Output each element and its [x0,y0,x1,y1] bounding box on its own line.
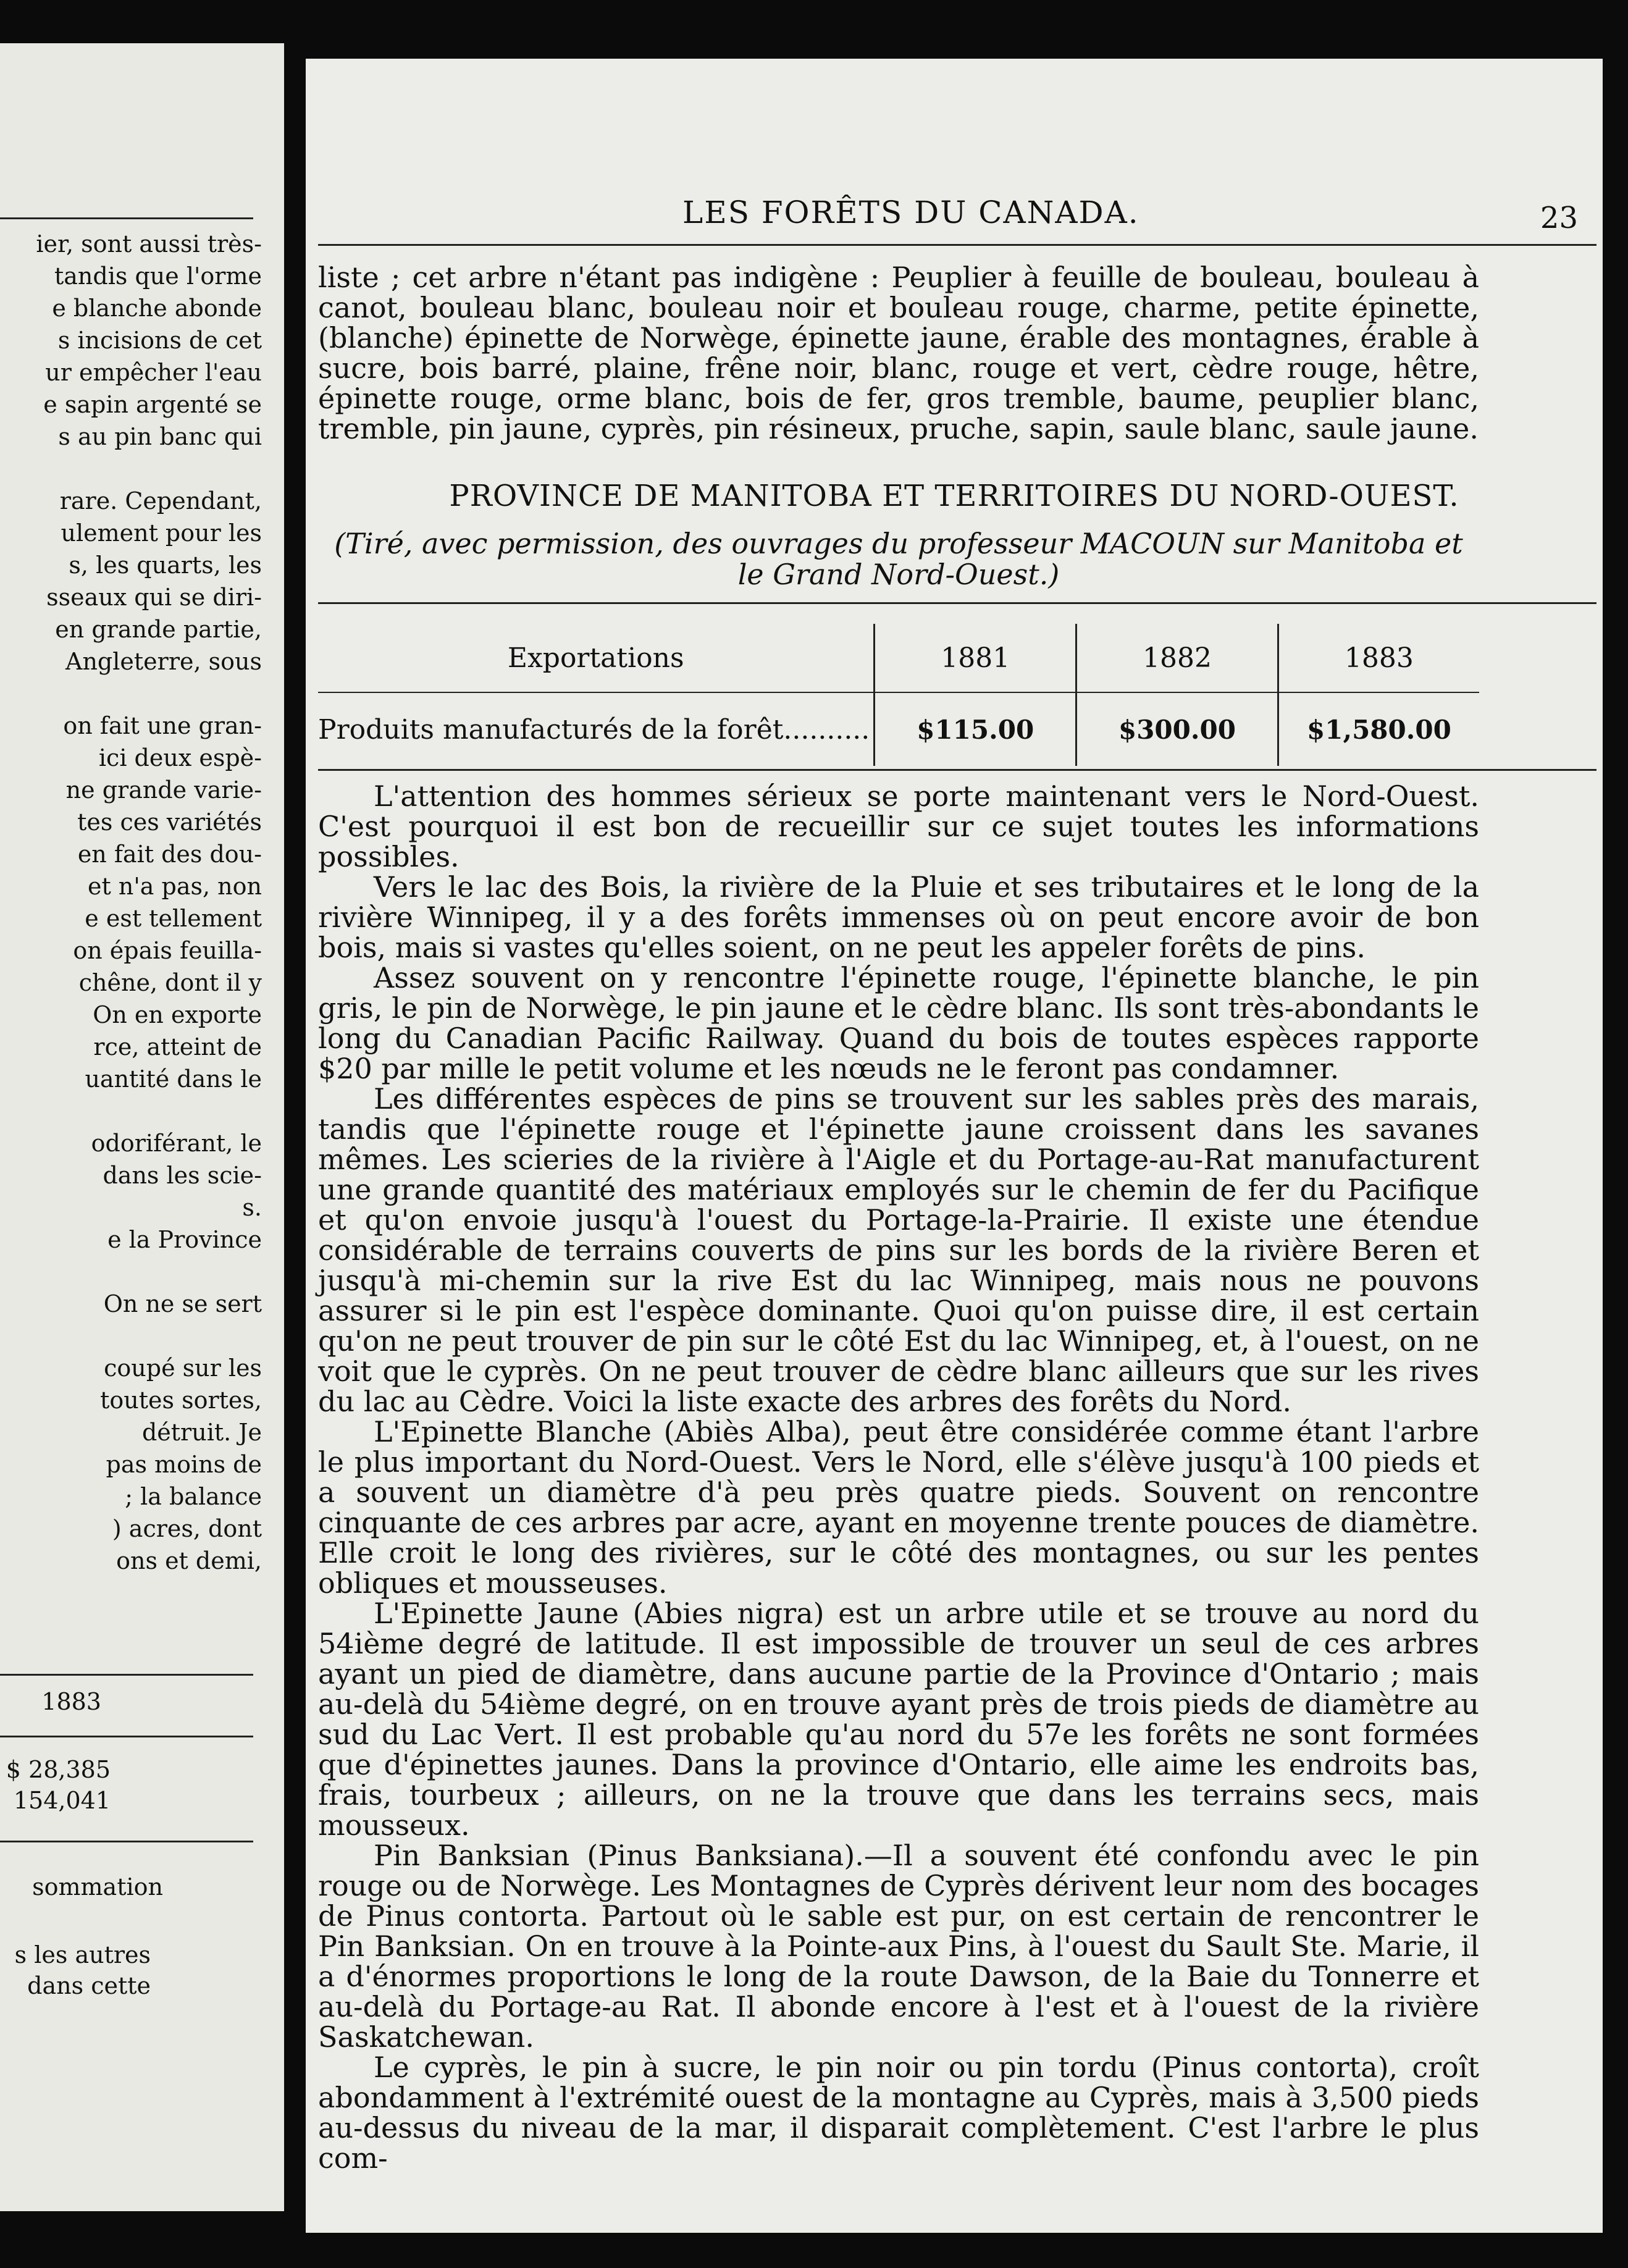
paragraph-cypres: Le cyprès, le pin à sucre, le pin noir ou pin tordu (Pinus contorta), croît abondamment à l'extrémité ouest de la montagne au Cyprès, mais à 3,500 pieds au-dessus du niveau de la mar, il disparait complètement. C'est l'arbre le plus com- [318,2051,1479,2175]
facing-page-line: tes ces variétés [77,808,262,836]
book-page [306,59,1603,2233]
facing-page-line: ) acres, dont [112,1515,262,1542]
header-year-1883: 1883 [1278,624,1479,692]
facing-page-table-rule-mid [0,1736,253,1737]
facing-bottom-line-2: s les autres [14,1941,151,1968]
facing-page-line: rare. Cependant, [59,487,262,514]
facing-page-header-rule [0,217,253,219]
facing-page-line: rce, atteint de [93,1033,262,1060]
facing-page-line: ; la balance [125,1483,262,1510]
facing-page-line: sseaux qui se diri- [46,584,262,611]
facing-page-line: s au pin banc qui [58,423,262,450]
facing-page-line: e sapin argenté se [43,391,262,418]
table-top-rule [318,602,1597,604]
facing-page-line: on fait une gran- [63,712,262,739]
facing-table-year: 1883 [41,1688,101,1715]
page-header [306,195,1603,244]
paragraph-pin-banksian: Pin Banksian (Pinus Banksiana).—Il a souvent été confondu avec le pin rouge ou de Norwège. Les Montagnes de Cyprès dérivent leur nom des bocages de Pinus contorta. Partout où le sable est pur, on est certain de rencontrer le Pin Banksian. On en trouve à la Pointe-aux Pins, à l'ouest du Sault Ste. Marie, il a d'énormes proportions le long de la route Dawson, de la Baie du Tonnerre et au-delà du Portage-au Rat. Il abonde encore à l'est et à l'ouest de la rivière Saskatchewan. [318,1839,1479,2054]
source-note: (Tiré, avec permission, des ouvrages du professeur MACOUN sur Manitoba et le Grand Nord-Ouest.) [334,527,1463,591]
facing-page-line: uantité dans le [85,1065,262,1093]
page-number: 23 [1540,201,1578,235]
facing-page-line: e est tellement [85,905,262,932]
facing-page-line: détruit. Je [141,1419,262,1446]
section-title: PROVINCE DE MANITOBA ET TERRITOIRES DU NORD-OUEST. [449,479,1459,513]
facing-page-line: et n'a pas, non [88,873,262,900]
facing-page-line: chêne, dont il y [78,969,262,996]
facing-page-line: dans les scie- [103,1162,262,1189]
facing-page-line: en fait des dou- [77,841,262,868]
facing-page-table-rule-top [0,1674,253,1676]
facing-page-line: pas moins de [106,1451,262,1478]
paragraph-epinette-rouge: Assez souvent on y rencontre l'épinette rouge, l'épinette blanche, le pin gris, le pin de Norwège, le pin jaune et le cèdre blanc. Ils sont très-abondants le long du Canadian Pacific Railway. Quand du bois de toutes espèces rapporte $20 par mille le petit volume et les nœuds ne le feront pas condamner. [318,961,1479,1085]
value-1883: $1,580.00 [1278,692,1479,766]
paragraph-north-west: L'attention des hommes sérieux se porte maintenant vers le Nord-Ouest. C'est pourquoi il est bon de recueillir sur ce sujet toutes les informations possibles. [318,779,1479,873]
facing-page-line: ons et demi, [116,1547,262,1574]
table-header-row [318,624,1479,692]
facing-page-line: Angleterre, sous [65,648,262,675]
facing-page-line: toutes sortes, [100,1387,262,1414]
paragraph-lac-des-bois: Vers le lac des Bois, la rivière de la Pluie et ses tributaires et le long de la rivière Winnipeg, il y a des forêts immenses où on peut encore avoir de bon bois, mais si vastes qu'elles soient, on ne peut les appeler forêts de pins. [318,870,1479,964]
exports-table [318,624,1479,766]
body-text [318,781,1479,2174]
facing-page-table-rule-bottom [0,1841,253,1842]
species-list-paragraph: liste ; cet arbre n'étant pas indigène : Peuplier à feuille de bouleau, bouleau à canot, bouleau blanc, bouleau noir et bouleau rouge, charme, petite épinette, (blanche) épinette de Norwège, épinette jaune, érable des montagnes, érable à sucre, bois barré, plaine, frêne noir, blanc, rouge et vert, cèdre rouge, hêtre, épinette rouge, orme blanc, bois de fer, gros tremble, baume, peuplier blanc, tremble, pin jaune, cyprès, pin résineux, pruche, sapin, saule blanc, saule jaune. [318,261,1479,445]
facing-page-line: e la Province [107,1226,262,1253]
facing-page-line: e blanche abonde [52,295,262,322]
header-exportations: Exportations [318,624,875,692]
facing-page-line: ur empêcher l'eau [45,359,262,386]
paragraph-epinette-jaune: L'Epinette Jaune (Abies nigra) est un arbre utile et se trouve au nord du 54ième degré de latitude. Il est impossible de trouver un seul de ces arbres ayant un pied de diamètre, dans aucune partie de la Province d'Ontario ; mais au-delà du 54ième degré, on en trouve ayant près de trois pieds de diamètre au sud du Lac Vert. Il est probable qu'au nord du 57e les forêts ne sont formées que d'épinettes jaunes. Dans la province d'Ontario, elle aime les endroits bas, frais, tourbeux ; ailleurs, on ne la trouve que dans les terrains secs, mais mousseux. [318,1597,1479,1842]
table-bottom-rule [318,769,1597,771]
header-rule [318,244,1597,246]
facing-page-line: s. [242,1194,262,1221]
facing-table-value-1: $ 28,385 [6,1756,111,1783]
facing-page-line: ulement pour les [61,519,262,547]
facing-page-line: on épais feuilla- [73,937,262,964]
paragraph-especes-de-pins: Les différentes espèces de pins se trouvent sur les sables près des marais, tandis que l'épinette rouge et l'épinette jaune croissent dans les savanes mêmes. Les scieries de la rivière à l'Aigle et du Portage-au-Rat manufacturent une grande quantité des matériaux employés sur le chemin de fer du Pacifique et qu'on envoie jusqu'à l'ouest du Portage-la-Prairie. Il existe une étendue considérable de terrains couverts de pins sur les bords de la rivière Beren et jusqu'à mi-chemin sur la rive Est du lac Winnipeg, mais nous ne pouvons assurer si le pin est l'espèce dominante. Quoi qu'on puisse dire, il est certain qu'on ne peut trouver de pin sur le côté Est du lac Winnipeg, et, à l'ouest, on ne voit que le cyprès. On ne peut trouver de cèdre blanc ailleurs que sur les rives du lac au Cèdre. Voici la liste exacte des arbres des forêts du Nord. [318,1082,1479,1418]
facing-page-line: On en exporte [93,1001,262,1028]
facing-page-line: odoriférant, le [91,1130,262,1157]
facing-page-line: ne grande varie- [65,776,262,804]
facing-table-value-2: 154,041 [13,1787,111,1814]
facing-page-line: s, les quarts, les [69,552,262,579]
row-label: Produits manufacturés de la forêt.......... [318,713,870,746]
facing-bottom-line-3: dans cette [27,1972,151,1999]
facing-page-line: coupé sur les [104,1354,262,1382]
paragraph-epinette-blanche: L'Epinette Blanche (Abiès Alba), peut être considérée comme étant l'arbre le plus important du Nord-Ouest. Vers le Nord, elle s'élève jusqu'à 100 pieds et a souvent un diamètre d'à peu près quatre pieds. Souvent on rencontre cinquante de ces arbres par acre, ayant en moyenne trente pouces de diamètre. Elle croit le long des rivières, sur le côté des montagnes, ou sur les pentes obliques et mousseuses. [318,1415,1479,1600]
table-row [318,692,1479,766]
facing-page-line: en grande partie, [55,616,262,643]
value-1881: $115.00 [875,692,1076,766]
facing-bottom-line-1: sommation [32,1873,163,1900]
facing-page-line: s incisions de cet [57,327,262,354]
facing-page-line: ier, sont aussi très- [36,230,262,258]
continued-paragraph [318,262,1479,444]
facing-page-line: On ne se sert [103,1290,262,1317]
facing-page-fragment [0,43,284,2211]
header-year-1882: 1882 [1076,624,1278,692]
facing-page-line: ici deux espè- [98,744,262,771]
facing-page-line: tandis que l'orme [54,262,262,290]
running-title: LES FORÊTS DU CANADA. [682,195,1139,230]
value-1882: $300.00 [1076,692,1278,766]
header-year-1881: 1881 [875,624,1076,692]
